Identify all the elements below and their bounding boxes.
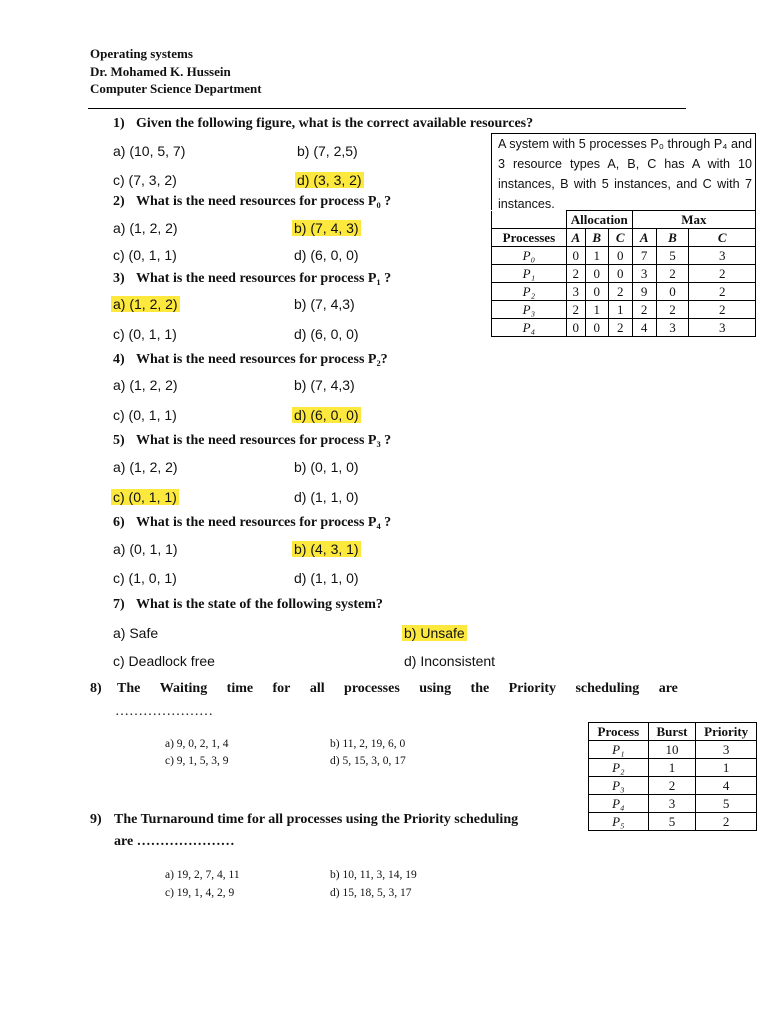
q3-option-c: c) (0, 1, 1)	[113, 326, 177, 342]
q8-word: are	[658, 681, 678, 696]
q3-option-d: d) (6, 0, 0)	[294, 326, 359, 342]
column-header: A	[632, 229, 656, 247]
column-header: C	[608, 229, 632, 247]
process-cell: P₅	[589, 813, 649, 831]
process-cell: P₀	[492, 247, 567, 265]
q9-option-b: b) 10, 11, 3, 14, 19	[330, 869, 417, 881]
table-cell: 1	[585, 247, 608, 265]
q8-word: The	[117, 681, 141, 696]
question-9-text-cont: are …………………	[114, 834, 235, 849]
table-cell: 3	[648, 795, 696, 813]
process-cell: P₃	[589, 777, 649, 795]
table-cell: 2	[689, 265, 756, 283]
table-cell: 0	[585, 283, 608, 301]
question-6-number: 6)	[113, 515, 125, 530]
table-cell: 0	[608, 265, 632, 283]
column-header: Process	[589, 723, 649, 741]
q5-option-d: d) (1, 1, 0)	[294, 489, 359, 505]
table-cell: 5	[648, 813, 696, 831]
q2-option-b-highlighted: b) (7, 4, 3)	[294, 220, 359, 236]
table-cell: 0	[585, 319, 608, 337]
q1-option-b: b) (7, 2,5)	[297, 143, 358, 159]
q5-option-a: a) (1, 2, 2)	[113, 459, 178, 475]
process-cell: P₁	[589, 741, 649, 759]
instructor-name: Dr. Mohamed K. Hussein	[90, 64, 231, 79]
table-cell: 4	[696, 777, 757, 795]
table-row	[589, 741, 757, 759]
table-cell: 3	[689, 319, 756, 337]
process-cell: P₃	[492, 301, 567, 319]
column-header: C	[689, 229, 756, 247]
table-group-header-row	[492, 211, 756, 229]
q5-option-c-highlighted: c) (0, 1, 1)	[113, 489, 177, 505]
table-cell: 2	[566, 301, 585, 319]
q1-option-c: c) (7, 3, 2)	[113, 172, 177, 188]
table-cell: 2	[696, 813, 757, 831]
q6-option-d: d) (1, 1, 0)	[294, 570, 359, 586]
table-cell: 2	[608, 283, 632, 301]
q4-option-c: c) (0, 1, 1)	[113, 407, 177, 423]
table-cell: 3	[689, 247, 756, 265]
table-cell: 2	[566, 265, 585, 283]
table-cell: 2	[656, 301, 689, 319]
question-7-text: What is the state of the following system?	[136, 597, 383, 612]
allocation-header: Allocation	[566, 211, 632, 229]
q5-option-b: b) (0, 1, 0)	[294, 459, 359, 475]
table-cell: 0	[566, 319, 585, 337]
q7-option-d: d) Inconsistent	[404, 653, 496, 669]
column-header: Burst	[648, 723, 696, 741]
table-cell: 0	[566, 247, 585, 265]
question-9-text: The Turnaround time for all processes using the Priority scheduling	[114, 812, 519, 827]
q1-option-a: a) (10, 5, 7)	[113, 143, 186, 159]
q7-option-a: a) Safe	[113, 625, 159, 641]
table-cell: 2	[632, 301, 656, 319]
question-2-text: What is the need resources for process P₀ ?	[136, 194, 392, 209]
q8-word: Priority	[508, 681, 557, 696]
question-6-text: What is the need resources for process P₄ ?	[136, 515, 392, 530]
process-cell: P₄	[492, 319, 567, 337]
q6-option-b-highlighted: b) (4, 3, 1)	[294, 541, 359, 557]
table-cell: 4	[632, 319, 656, 337]
table-cell: 3	[632, 265, 656, 283]
question-5-number: 5)	[113, 433, 125, 448]
table-cell: 2	[648, 777, 696, 795]
q4-option-b: b) (7, 4,3)	[294, 377, 355, 393]
table-column-header-row	[589, 723, 757, 741]
process-cell: P₂	[492, 283, 567, 301]
q8-word: all	[309, 681, 325, 696]
table-row	[492, 247, 756, 265]
question-9-number: 9)	[90, 812, 102, 827]
table-cell: 2	[689, 283, 756, 301]
column-header: B	[585, 229, 608, 247]
q2-option-d: d) (6, 0, 0)	[294, 247, 359, 263]
table-cell: 10	[648, 741, 696, 759]
q8-option-d: d) 5, 15, 3, 0, 17	[330, 755, 406, 767]
table-cell: 0	[608, 247, 632, 265]
column-header: Priority	[696, 723, 757, 741]
department-name: Computer Science Department	[90, 81, 262, 96]
q8-word: scheduling	[575, 681, 640, 696]
table-row	[589, 777, 757, 795]
table-cell: 3	[656, 319, 689, 337]
table-cell: 1	[585, 301, 608, 319]
table-cell: 5	[696, 795, 757, 813]
q3-option-a-highlighted: a) (1, 2, 2)	[113, 296, 178, 312]
q8-word: the	[470, 681, 490, 696]
table-cell: 2	[608, 319, 632, 337]
q2-option-c: c) (0, 1, 1)	[113, 247, 177, 263]
q8-answer-blank: …………………	[115, 704, 213, 719]
q8-option-a: a) 9, 0, 2, 1, 4	[165, 738, 229, 750]
question-2-number: 2)	[113, 194, 125, 209]
process-cell: P₁	[492, 265, 567, 283]
course-title: Operating systems	[90, 46, 193, 61]
q3-option-b: b) (7, 4,3)	[294, 296, 355, 312]
q4-option-a: a) (1, 2, 2)	[113, 377, 178, 393]
q4-option-d-highlighted: d) (6, 0, 0)	[294, 407, 359, 423]
table-row	[492, 319, 756, 337]
question-8-number: 8)	[90, 681, 102, 696]
table-cell: 7	[632, 247, 656, 265]
q8-option-b: b) 11, 2, 19, 6, 0	[330, 738, 406, 750]
q8-word: Waiting	[159, 681, 208, 696]
q8-option-c: c) 9, 1, 5, 3, 9	[165, 755, 229, 767]
q8-word: for	[272, 681, 291, 696]
question-1-text: Given the following figure, what is the correct available resources?	[136, 116, 534, 131]
question-3-text: What is the need resources for process P₁ ?	[136, 271, 392, 286]
q9-option-a: a) 19, 2, 7, 4, 11	[165, 869, 240, 881]
max-header: Max	[632, 211, 755, 229]
q8-word: using	[419, 681, 452, 696]
table-cell: 2	[689, 301, 756, 319]
table-column-header-row	[492, 229, 756, 247]
q1-option-d-highlighted: d) (3, 3, 2)	[297, 172, 362, 188]
q8-word: processes	[344, 681, 400, 696]
table-cell: 1	[696, 759, 757, 777]
table-cell: 3	[566, 283, 585, 301]
table-row	[492, 265, 756, 283]
table-cell: 9	[632, 283, 656, 301]
table-cell: 3	[696, 741, 757, 759]
q7-option-b-highlighted: b) Unsafe	[404, 625, 465, 641]
column-header: B	[656, 229, 689, 247]
system-description: A system with 5 processes P₀ through P₄ and 3 resource types A, B, C has A with 10 instances, B with 5 instances, and C with 7 instances.	[491, 133, 756, 210]
table-row	[492, 301, 756, 319]
question-4-number: 4)	[113, 352, 125, 367]
table-cell: 5	[656, 247, 689, 265]
q9-option-d: d) 15, 18, 5, 3, 17	[330, 887, 412, 899]
question-1-number: 1)	[113, 116, 125, 131]
column-header: Processes	[492, 229, 567, 247]
header-divider	[88, 108, 686, 109]
question-3-number: 3)	[113, 271, 125, 286]
table-cell: 2	[656, 265, 689, 283]
q9-option-c: c) 19, 1, 4, 2, 9	[165, 887, 235, 899]
table-cell: 1	[608, 301, 632, 319]
table-cell: 1	[648, 759, 696, 777]
question-4-text: What is the need resources for process P₂?	[136, 352, 388, 367]
q8-word: time	[226, 681, 254, 696]
process-cell: P₂	[589, 759, 649, 777]
process-cell: P₄	[589, 795, 649, 813]
q2-option-a: a) (1, 2, 2)	[113, 220, 178, 236]
q6-option-c: c) (1, 0, 1)	[113, 570, 177, 586]
column-header: A	[566, 229, 585, 247]
question-5-text: What is the need resources for process P₃ ?	[136, 433, 392, 448]
q6-option-a: a) (0, 1, 1)	[113, 541, 178, 557]
question-7-number: 7)	[113, 597, 125, 612]
q7-option-c: c) Deadlock free	[113, 653, 215, 669]
table-row	[492, 283, 756, 301]
table-row	[589, 759, 757, 777]
allocation-max-table	[491, 210, 756, 337]
table-row	[589, 795, 757, 813]
table-row	[589, 813, 757, 831]
priority-scheduling-table	[588, 722, 757, 831]
question-8-text	[117, 681, 678, 697]
table-cell: 0	[656, 283, 689, 301]
table-cell: 0	[585, 265, 608, 283]
